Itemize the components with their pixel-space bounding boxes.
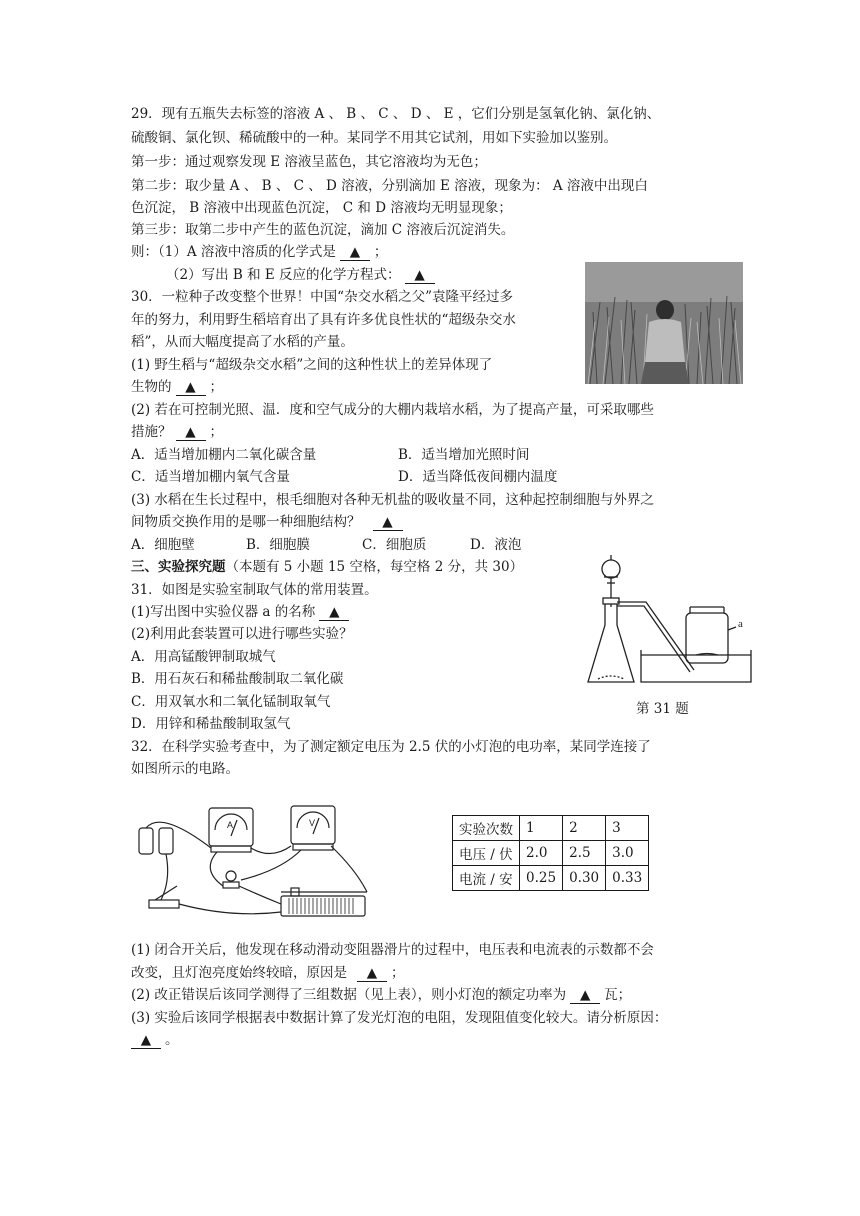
- apparatus-label-a: a: [738, 618, 743, 630]
- q32-part-2: [131, 985, 631, 1005]
- q32-part-1: (1) 闭合开关后，他发现在移动滑动变阻器滑片的过程中，电压表和电流表的示数都不会: [131, 942, 654, 958]
- q29-step-2: 第二步：取少量 A 、 B 、 C 、 D 溶液，分别滴加 E 溶液，现象为： A 溶液中出现白: [131, 178, 648, 194]
- table-cell: 3.0: [606, 841, 649, 866]
- gas-apparatus-diagram: [586, 555, 756, 690]
- section-3-heading: [131, 557, 523, 577]
- section-3-desc: （本题有 5 小题 15 空格，每空格 2 分，共 30）: [225, 559, 524, 575]
- q30-option-b: B．适当增加光照时间: [398, 447, 530, 463]
- table-cell: 2.5: [563, 841, 606, 866]
- q29-line-1: 29．现有五瓶失去标签的溶液 A 、 B 、 C 、 D 、 E ，它们分别是氢氧化钠、氯化钠、: [131, 106, 661, 122]
- q29-part-1-end: ；: [373, 244, 388, 260]
- q31-line-1: 31．如图是实验室制取气体的常用装置。: [131, 582, 378, 598]
- circuit-diagram: [131, 800, 376, 925]
- answer-blank-q32-3[interactable]: ▲: [131, 1032, 161, 1049]
- q29-part-2-text: （2）写出 B 和 E 反应的化学方程式：: [166, 267, 401, 283]
- q30-line-2: 年的努力，利用野生稻培育出了具有许多优良性状的“超级杂交水: [131, 312, 516, 328]
- q29-step-2-cont: 色沉淀， B 溶液中出现蓝色沉淀， C 和 D 溶液均无明显现象；: [131, 200, 512, 216]
- q29-part-2: [166, 265, 439, 285]
- table-cell: 实验次数: [453, 816, 520, 841]
- table-cell: 0.33: [606, 866, 649, 891]
- q30-part-2: (2) 若在可控制光照、温．度和空气成分的大棚内栽培水稻，为了提高产量，可采取哪些: [131, 402, 654, 418]
- answer-blank-q30-3[interactable]: ▲: [373, 514, 403, 531]
- q30-option-d: D．适当降低夜间棚内温度: [398, 469, 558, 485]
- q32-line-1: 32．在科学实验考查中，为了测定额定电压为 2.5 伏的小灯泡的电功率，某同学连接了: [131, 739, 651, 755]
- q31-part-2: (2)利用此套装置可以进行哪些实验？: [131, 626, 353, 642]
- q29-step-3: 第三步：取第二步中产生的蓝色沉淀，滴加 C 溶液后沉淀消失。: [131, 222, 515, 238]
- table-row: [453, 816, 649, 841]
- q30-part-3: (3) 水稻在生长过程中，根毛细胞对各种无机盐的吸收量不同，这种起控制细胞与外界之: [131, 492, 654, 508]
- table-cell: 1: [520, 816, 563, 841]
- figure-caption-31: 第 31 题: [636, 701, 689, 717]
- q32-part-2-text: (2) 改正错误后该同学测得了三组数据（见上表），则小灯泡的额定功率为: [131, 987, 567, 1003]
- answer-blank-q31-1[interactable]: ▲: [319, 604, 349, 621]
- table-cell: 2: [563, 816, 606, 841]
- table-row: [453, 866, 649, 891]
- q32-part-3: (3) 实验后该同学根据表中数据计算了发光灯泡的电阻，发现阻值变化较大。请分析原因：: [131, 1010, 668, 1026]
- section-3-title: 三、实验探究题: [131, 559, 226, 575]
- table-cell: 0.25: [520, 866, 563, 891]
- q30-line-1: 30．一粒种子改变整个世界！中国“杂交水稻之父”袁隆平经过多: [131, 289, 513, 305]
- q30-choice-d: D．液泡: [470, 537, 522, 553]
- q30-choice-b: B．细胞膜: [246, 537, 310, 553]
- q32-part-3-cont: [131, 1030, 179, 1050]
- table-cell: 电流 / 安: [453, 866, 520, 891]
- table-cell: 0.30: [563, 866, 606, 891]
- q30-part-2-cont: [131, 422, 223, 442]
- answer-blank-q30-1[interactable]: ▲: [176, 379, 206, 396]
- q30-part-3-cont: [131, 512, 407, 532]
- q32-line-2: 如图所示的电路。: [131, 761, 239, 777]
- q31-part-1-text: (1)写出图中实验仪器 a 的名称: [131, 604, 316, 620]
- q32-part-1-cont-text: 改变，且灯泡亮度始终较暗，原因是: [131, 965, 347, 981]
- q30-part-1-end: ；: [209, 379, 223, 395]
- q30-part-1: (1) 野生稻与“超级杂交水稻”之间的这种性状上的差异体现了: [131, 357, 493, 373]
- table-row: [453, 841, 649, 866]
- measurement-table: [452, 815, 649, 891]
- q29-line-2: 硫酸铜、氯化钡、稀硫酸中的一种。某同学不用其它试剂，用如下实验加以鉴别。: [131, 130, 617, 146]
- ammeter-label: A: [227, 820, 234, 830]
- table-cell: 3: [606, 816, 649, 841]
- q30-option-c: C．适当增加棚内氧气含量: [131, 469, 290, 485]
- gas-apparatus-drawing: [586, 555, 756, 690]
- q30-part-3-cont-text: 间物质交换作用的是哪一种细胞结构？: [131, 514, 361, 530]
- q31-option-d: D．用锌和稀盐酸制取氢气: [131, 716, 291, 732]
- rice-field-photo: [585, 262, 743, 384]
- q30-part-2-end: ；: [209, 424, 223, 440]
- q30-line-3: 稻”，从而大幅度提高了水稻的产量。: [131, 334, 354, 350]
- q32-part-3-end: 。: [165, 1032, 179, 1048]
- circuit-drawing: [131, 800, 376, 925]
- q29-part-1-text: 则：（1）A 溶液中溶质的化学式是: [131, 244, 336, 260]
- q30-part-1-cont: [131, 377, 223, 397]
- q31-option-b: B．用石灰石和稀盐酸制取二氧化碳: [131, 671, 344, 687]
- answer-blank-q30-2[interactable]: ▲: [176, 424, 206, 441]
- q32-part-2-end: 瓦；: [604, 987, 632, 1003]
- rice-field-photo-image: [585, 262, 743, 384]
- q30-choice-a: A．细胞壁: [131, 537, 195, 553]
- q30-part-1-cont-text: 生物的: [131, 379, 172, 395]
- answer-blank-q29-1[interactable]: ▲: [340, 244, 370, 261]
- q31-option-a: A．用高锰酸钾制取城气: [131, 649, 276, 665]
- q32-part-1-cont: [131, 963, 405, 983]
- q32-part-1-end: ；: [391, 965, 405, 981]
- q30-part-2-cont-text: 措施？: [131, 424, 172, 440]
- table-cell: 电压 / 伏: [453, 841, 520, 866]
- q31-part-1: [131, 602, 353, 622]
- voltmeter-label: V: [309, 818, 316, 828]
- table-cell: 2.0: [520, 841, 563, 866]
- q31-option-c: C．用双氧水和二氧化锰制取氧气: [131, 694, 331, 710]
- q29-part-1: [131, 242, 387, 262]
- answer-blank-q32-1[interactable]: ▲: [357, 965, 387, 982]
- q29-step-1: 第一步：通过观察发现 E 溶液呈蓝色，其它溶液均为无色；: [131, 154, 487, 170]
- q30-choice-c: C．细胞质: [362, 537, 427, 553]
- answer-blank-q32-2[interactable]: ▲: [570, 987, 600, 1004]
- q30-option-a: A．适当增加棚内二氧化碳含量: [131, 447, 317, 463]
- answer-blank-q29-2[interactable]: ▲: [405, 267, 435, 284]
